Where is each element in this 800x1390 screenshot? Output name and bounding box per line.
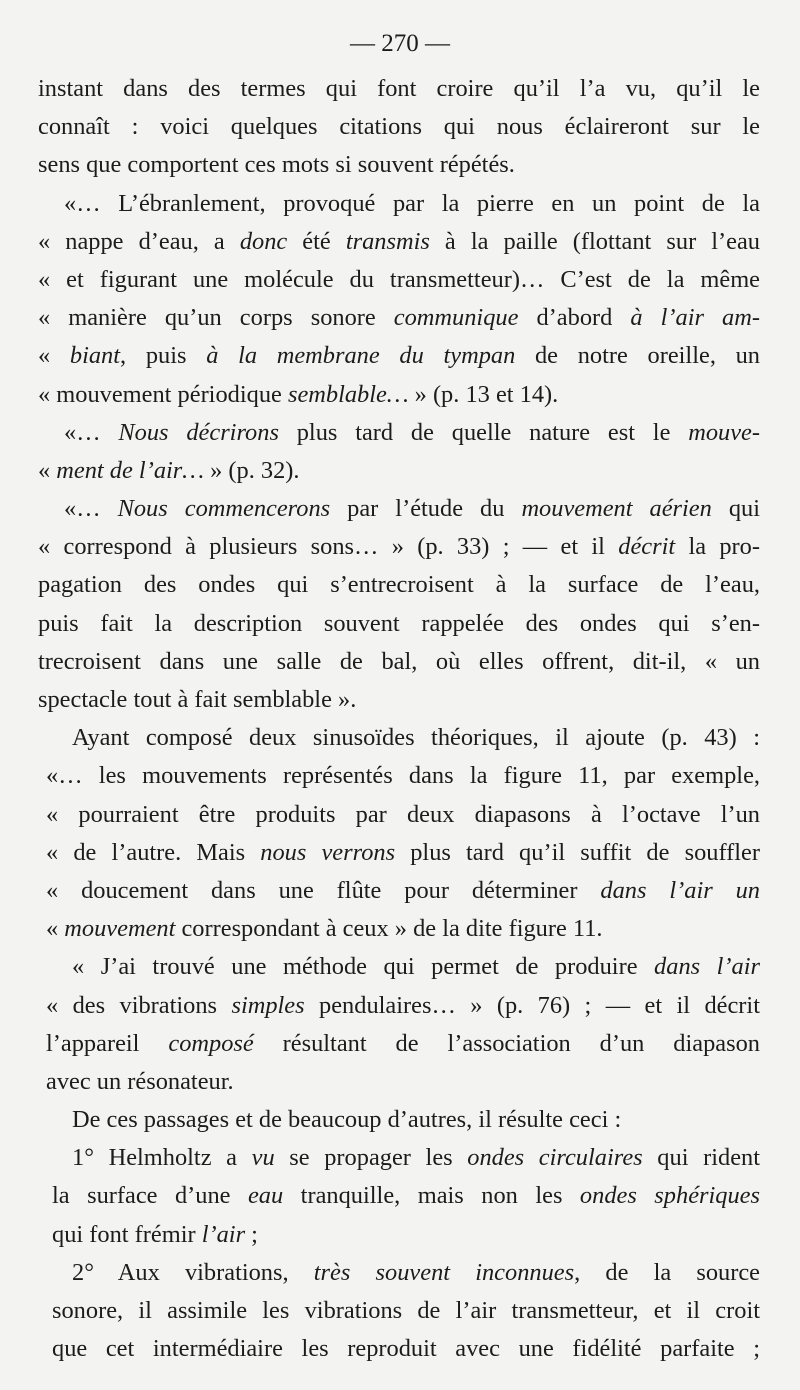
text-line bbox=[38, 108, 760, 146]
italic-text: Nous décrirons bbox=[118, 418, 279, 446]
italic-text: mouvement aérien bbox=[521, 495, 712, 523]
text-run: par l’étude du bbox=[330, 495, 522, 523]
text-run: l’appareil bbox=[46, 1029, 169, 1057]
text-run: la surface d’une bbox=[52, 1182, 248, 1210]
text-line bbox=[38, 796, 760, 834]
text-run: « et figurant une molécule du transmetteur)… C’est de la même bbox=[38, 265, 760, 293]
text-run: , puis bbox=[120, 342, 207, 370]
italic-text: mouvement bbox=[64, 915, 176, 943]
italic-text: vu bbox=[251, 1144, 275, 1172]
italic-text: donc bbox=[239, 227, 288, 255]
text-run: « manière qu’un corps sonore bbox=[38, 304, 394, 332]
text-run: trecroisent dans une salle de bal, où elles offrent, dit-il, « un bbox=[38, 647, 760, 675]
text-line bbox=[38, 223, 760, 261]
text-line bbox=[38, 376, 760, 414]
text-run: de notre oreille, un bbox=[515, 342, 760, 370]
text-line bbox=[38, 1216, 760, 1254]
text-run: tranquille, mais non les bbox=[283, 1182, 580, 1210]
italic-text: communique bbox=[393, 304, 519, 332]
text-line bbox=[38, 452, 760, 490]
text-run: « doucement dans une flûte pour déterminer bbox=[46, 876, 601, 904]
text-run: «… L’ébranlement, provoqué par la pierre en un point de la bbox=[64, 189, 760, 217]
text-run: 1° Helmholtz a bbox=[72, 1144, 252, 1172]
italic-text: dans l’air un bbox=[600, 876, 760, 904]
italic-text: eau bbox=[247, 1182, 284, 1210]
text-run: à la paille (flottant sur l’eau bbox=[429, 227, 761, 255]
italic-text: ondes sphériques bbox=[579, 1182, 760, 1210]
text-line bbox=[38, 834, 760, 872]
text-run: ; bbox=[245, 1220, 258, 1248]
text-run: que cet intermédiaire les reproduit avec une fidélité parfaite ; bbox=[52, 1335, 760, 1363]
text-run: « des vibrations bbox=[46, 991, 232, 1019]
italic-text: l’air bbox=[201, 1220, 246, 1248]
text-run: sens que comportent ces mots si souvent répétés. bbox=[38, 151, 515, 179]
text-run: « nappe d’eau, a bbox=[38, 227, 240, 255]
text-run: la pro- bbox=[675, 533, 760, 561]
text-run: qui bbox=[711, 495, 761, 523]
text-line bbox=[38, 872, 760, 910]
text-run: » (p. 32). bbox=[203, 456, 300, 484]
italic-text: semblable… bbox=[287, 380, 409, 408]
text-line bbox=[38, 337, 760, 375]
text-run: d’abord bbox=[518, 304, 631, 332]
text-line bbox=[38, 528, 760, 566]
text-run: « mouvement périodique bbox=[38, 380, 288, 408]
text-run: Ayant composé deux sinusoïdes théoriques, il ajoute (p. 43) : bbox=[72, 724, 760, 752]
text-run: pagation des ondes qui s’entrecroisent à la surface de l’eau, bbox=[38, 571, 760, 599]
text-run: De ces passages et de beaucoup d’autres, il résulte ceci : bbox=[72, 1106, 622, 1134]
text-run: « bbox=[38, 456, 57, 484]
text-run: , de la source bbox=[574, 1258, 760, 1286]
italic-text: Nous commencerons bbox=[117, 495, 331, 523]
text-run: se propager les bbox=[274, 1144, 468, 1172]
text-run: pendulaires… » (p. 76) ; — et il décrit bbox=[304, 991, 760, 1019]
text-run: connaît : voici quelques citations qui nous éclaireront sur le bbox=[38, 113, 760, 141]
text-run: « J’ai trouvé une méthode qui permet de produire bbox=[72, 953, 655, 981]
italic-text: mouve- bbox=[688, 418, 760, 446]
text-line bbox=[38, 70, 760, 108]
body-text bbox=[38, 70, 760, 1368]
text-line bbox=[38, 643, 760, 681]
italic-text: nous verrons bbox=[260, 838, 396, 866]
text-line bbox=[38, 910, 760, 948]
italic-text: composé bbox=[168, 1029, 254, 1057]
text-line bbox=[38, 490, 760, 528]
italic-text: à l’air am- bbox=[630, 304, 760, 332]
italic-text: ondes circulaires bbox=[467, 1144, 643, 1172]
text-line bbox=[38, 1254, 760, 1292]
italic-text: décrit bbox=[618, 533, 676, 561]
page-number: — 270 — bbox=[350, 30, 450, 57]
text-run: «… les mouvements représentés dans la figure 11, par exemple, bbox=[46, 762, 760, 790]
text-line bbox=[38, 1025, 760, 1063]
text-line bbox=[38, 1063, 760, 1101]
text-line bbox=[38, 1139, 760, 1177]
text-run: correspondant à ceux » de la dite figure 11. bbox=[175, 915, 603, 943]
italic-text: très souvent inconnues bbox=[313, 1258, 575, 1286]
text-line bbox=[38, 1177, 760, 1215]
italic-text: dans l’air bbox=[654, 953, 760, 981]
text-run: plus tard qu’il suffit de souffler bbox=[395, 838, 760, 866]
text-run: puis fait la description souvent rappelée des ondes qui s’en- bbox=[38, 609, 760, 637]
text-run: « pourraient être produits par deux diapasons à l’octave l’un bbox=[46, 800, 760, 828]
text-line bbox=[38, 261, 760, 299]
text-run: instant dans des termes qui font croire qu’il l’a vu, qu’il le bbox=[38, 75, 760, 102]
text-line bbox=[38, 299, 760, 337]
text-line bbox=[38, 605, 760, 643]
text-line bbox=[38, 757, 760, 795]
italic-text: transmis bbox=[345, 227, 430, 255]
text-run: qui font frémir bbox=[52, 1220, 202, 1248]
text-line bbox=[38, 719, 760, 757]
text-run: plus tard de quelle nature est le bbox=[278, 418, 689, 446]
text-run: spectacle tout à fait semblable ». bbox=[38, 686, 357, 713]
text-run: « correspond à plusieurs sons… » (p. 33) ; — et il bbox=[38, 533, 619, 561]
text-run: avec un résonateur. bbox=[46, 1067, 234, 1095]
text-line bbox=[38, 948, 760, 986]
text-run: « bbox=[38, 342, 70, 370]
text-run: qui rident bbox=[642, 1144, 760, 1172]
text-run: 2° Aux vibrations, bbox=[72, 1258, 314, 1286]
text-run: » (p. 13 et 14). bbox=[408, 380, 559, 408]
text-line bbox=[38, 1101, 760, 1139]
text-run: «… bbox=[64, 495, 118, 523]
text-line bbox=[38, 146, 760, 184]
text-line bbox=[38, 1292, 760, 1330]
text-run: « bbox=[46, 915, 65, 943]
italic-text: simples bbox=[231, 991, 305, 1019]
text-run: «… bbox=[64, 418, 119, 446]
text-line bbox=[38, 185, 760, 223]
text-run: résultant de l’association d’un diapason bbox=[253, 1029, 760, 1057]
text-run: été bbox=[287, 227, 346, 255]
text-line bbox=[38, 987, 760, 1025]
text-run: « de l’autre. Mais bbox=[46, 838, 261, 866]
italic-text: ment de l’air… bbox=[56, 456, 204, 484]
text-line bbox=[38, 414, 760, 452]
text-line bbox=[38, 566, 760, 604]
text-line bbox=[38, 1330, 760, 1368]
italic-text: à la membrane du tympan bbox=[206, 342, 516, 370]
italic-text: biant bbox=[69, 342, 121, 370]
text-run: sonore, il assimile les vibrations de l’air transmetteur, et il croit bbox=[52, 1297, 760, 1324]
text-line bbox=[38, 681, 760, 719]
